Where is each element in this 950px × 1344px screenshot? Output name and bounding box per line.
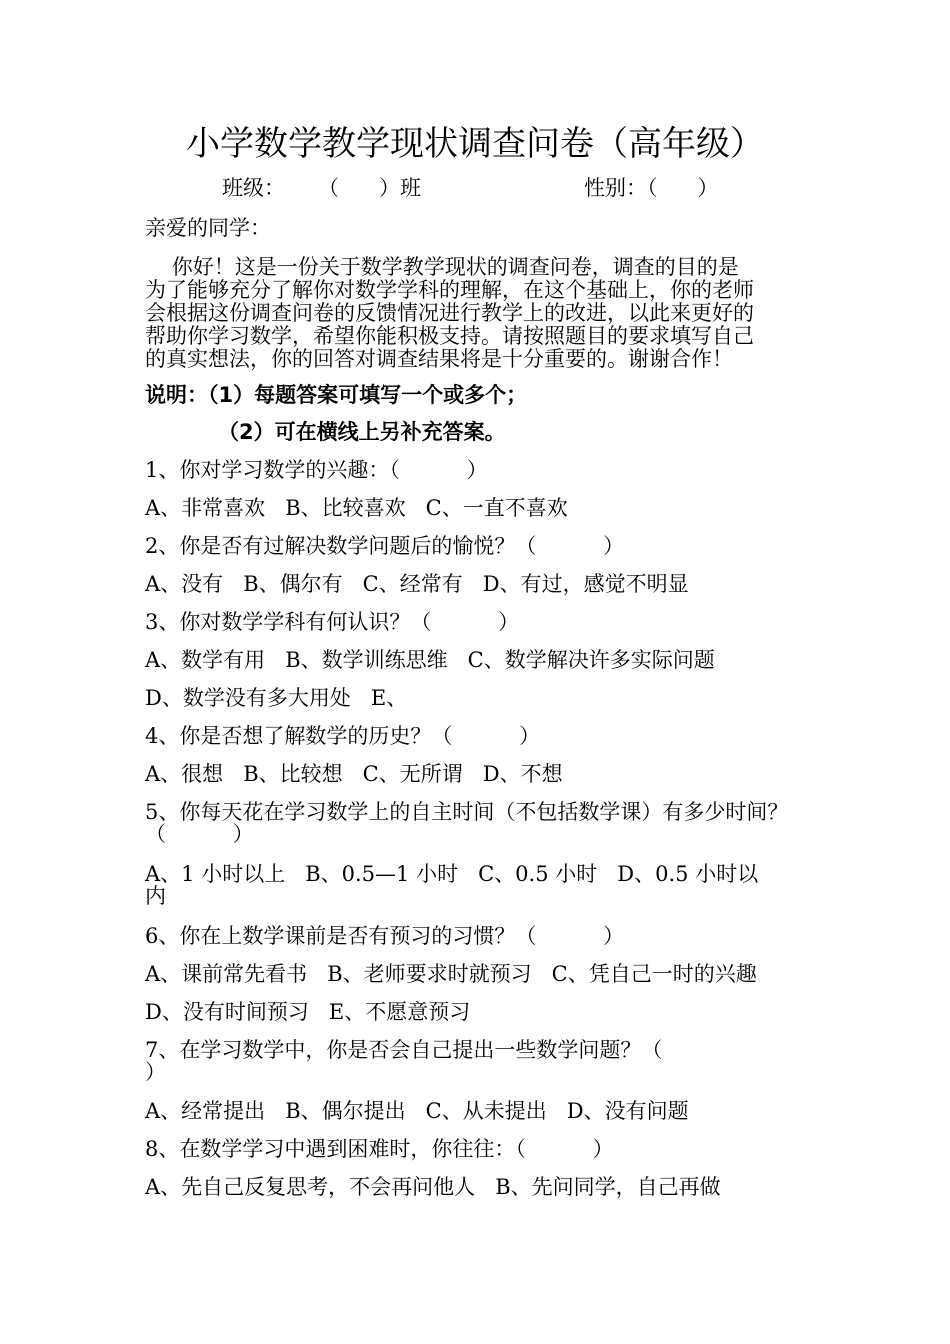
- greeting: 亲爱的同学：: [145, 216, 271, 240]
- question-4-options: A、很想 B、比较想 C、无所谓 D、不想: [145, 762, 563, 786]
- question-2-options: A、没有 B、偶尔有 C、经常有 D、有过，感觉不明显: [145, 572, 689, 596]
- question-6-options: D、没有时间预习 E、不愿意预习: [145, 1000, 471, 1024]
- class-label: 班级：: [222, 176, 285, 200]
- question-3-options: A、数学有用 B、数学训练思维 C、数学解决许多实际问题: [145, 648, 715, 672]
- question-1-options: A、非常喜欢 B、比较喜欢 C、一直不喜欢: [145, 496, 568, 520]
- question-7: 7、在学习数学中，你是否会自己提出一些数学问题？（: [145, 1038, 663, 1062]
- question-5-options: A、1 小时以上 B、0.5—1 小时 C、0.5 小时 D、0.5 小时以: [145, 862, 759, 886]
- intro-line: 帮助你学习数学，希望你能积极支持。请按照题目的要求填写自己: [145, 324, 754, 348]
- intro-line: 的真实想法，你的回答对调查结果将是十分重要的。谢谢合作！: [145, 347, 733, 371]
- question-5: （ ）: [145, 822, 254, 846]
- question-3: 3、你对数学学科有何认识？（ ）: [145, 610, 520, 634]
- gender-field: 性别：（ ）: [584, 176, 719, 200]
- question-8-options: A、先自己反复思考，不会再问他人 B、先问同学，自己再做: [145, 1175, 721, 1199]
- question-4: 4、你是否想了解数学的历史？（ ）: [145, 724, 541, 748]
- question-6-options: A、课前常先看书 B、老师要求时就预习 C、凭自己一时的兴趣: [145, 962, 757, 986]
- question-2: 2、你是否有过解决数学问题后的愉悦？（ ）: [145, 534, 625, 558]
- question-7-options: A、经常提出 B、偶尔提出 C、从未提出 D、没有问题: [145, 1099, 689, 1123]
- instructions-note-1: 说明：（1）每题答案可填写一个或多个；: [145, 383, 528, 407]
- intro-line: 你好！这是一份关于数学教学现状的调查问卷，调查的目的是: [145, 255, 739, 279]
- page-title: 小学数学教学现状调查问卷（高年级）: [186, 124, 764, 164]
- question-1: 1、你对学习数学的兴趣：（ ）: [145, 458, 488, 482]
- question-6: 6、你在上数学课前是否有预习的习惯？（ ）: [145, 924, 625, 948]
- question-7: ）: [145, 1060, 166, 1084]
- question-5: 5、你每天花在学习数学上的自主时间（不包括数学课）有多少时间？: [145, 800, 789, 824]
- intro-line: 为了能够充分了解你对数学学科的理解，在这个基础上，你的老师: [145, 278, 754, 302]
- question-3-options: D、数学没有多大用处 E、: [145, 686, 408, 710]
- instructions-note-2: （2）可在横线上另补充答案。: [218, 420, 506, 444]
- question-8: 8、在数学学习中遇到困难时，你往往：（ ）: [145, 1137, 614, 1161]
- question-5-options: 内: [145, 884, 166, 908]
- class-field: （ ）班: [318, 176, 422, 200]
- intro-line: 会根据这份调查问卷的反馈情况进行教学上的改进，以此来更好的: [145, 301, 754, 325]
